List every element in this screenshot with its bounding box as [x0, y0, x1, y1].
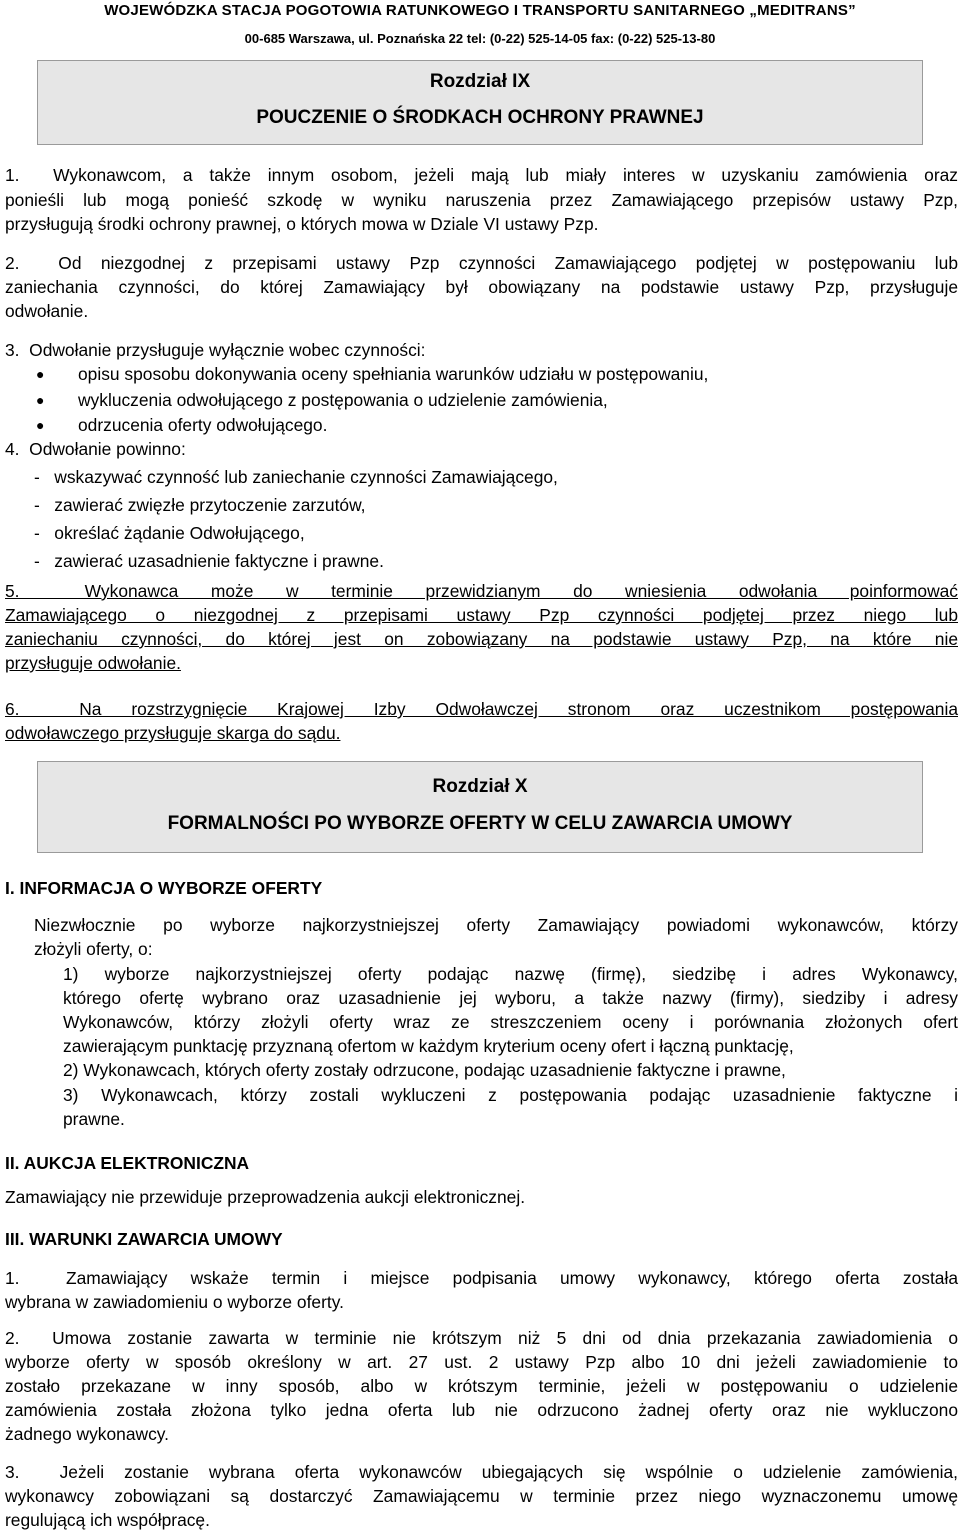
bullet-icon: ●: [36, 417, 45, 433]
ch9-p1-line1: 1. Wykonawcom, a także innym osobom, jeżeli mają lub miały interes w uzyskaniu zamówienia oraz: [5, 165, 958, 185]
section-2-heading: II. AUKCJA ELEKTRONICZNA: [5, 1153, 250, 1173]
ch9-p6-line2: odwoławczego przysługuje skarga do sądu.: [5, 723, 341, 743]
ch9-p6-line1: 6. Na rozstrzygnięcie Krajowej Izby Odwoławczej stronom oraz uczestnikom postępowania: [5, 699, 958, 719]
section-1-item-1c: Wykonawców, którzy złożyli oferty wraz ze streszczeniem oceny i porównania złożonych ofert: [63, 1012, 958, 1032]
section-1-item-1d: zawierającym punktację przyznaną ofertom w każdym kryterium oceny ofert i łączną punktację,: [63, 1036, 794, 1056]
ch9-p5-line1: 5. Wykonawca może w terminie przewidzianym do wniesienia odwołania poinformować: [5, 581, 958, 601]
section-3-p1-line2: wybrana w zawiadomieniu o wyborze oferty.: [5, 1292, 344, 1312]
ch9-p2-line2: zaniechania czynności, do której Zamawiający był obowiązany na podstawie ustawy Pzp, przysługuje: [5, 277, 958, 297]
ch9-p2-line1: 2. Od niezgodnej z przepisami ustawy Pzp czynności Zamawiającego podjętej w postępowaniu lub: [5, 253, 958, 273]
section-3-p3-line2: wykonawcy zobowiązani są dostarczyć Zamawiającemu w terminie przez niego wyznaczonemu umowę: [5, 1486, 958, 1506]
section-1-intro-line2: złożyli oferty, o:: [34, 939, 153, 959]
section-3-p3-line3: regulującą ich współpracę.: [5, 1510, 210, 1530]
section-1-item-2: 2) Wykonawcach, których oferty zostały odrzucone, podając uzasadnienie faktyczne i prawne,: [63, 1060, 786, 1080]
bullet-icon: ●: [36, 392, 45, 408]
section-1-heading: I. INFORMACJA O WYBORZE OFERTY: [5, 878, 323, 898]
section-3-p1-line1: 1. Zamawiający wskaże termin i miejsce podpisania umowy wykonawcy, którego oferta została: [5, 1268, 958, 1288]
ch9-p5-line2: Zamawiającego o niezgodnej z przepisami ustawy Pzp czynności podjętej przez niego lub: [5, 605, 958, 625]
bullet-icon: ●: [36, 366, 45, 382]
ch9-p3-bullet-3: odrzucenia oferty odwołującego.: [78, 415, 328, 435]
chapter-9-subtitle: POUCZENIE O ŚRODKACH OCHRONY PRAWNEJ: [256, 107, 704, 128]
chapter-9-box: [37, 60, 923, 145]
ch9-p3-bullet-2: wykluczenia odwołującego z postępowania o udzielenie zamówienia,: [78, 390, 608, 410]
section-3-p2-line4: zamówienia została złożona tylko jedna oferta lub nie odrzucono żadnej oferty oraz nie wykluczono: [5, 1400, 958, 1420]
ch9-p4-item-2: - zawierać zwięzłe przytoczenie zarzutów,: [34, 495, 366, 515]
ch9-p4-item-3: - określać żądanie Odwołującego,: [34, 523, 305, 543]
section-3-p2-line3: zostało przekazane w inny sposób, albo w krótszym terminie, jeżeli w postępowaniu o udzielenie: [5, 1376, 958, 1396]
section-1-item-1a: 1) wyborze najkorzystniejszej oferty podając nazwę (firmę), siedzibę i adres Wykonawcy,: [63, 964, 958, 984]
institution-address: 00-685 Warszawa, ul. Poznańska 22 tel: (0-22) 525-14-05 fax: (0-22) 525-13-80: [244, 31, 716, 46]
section-1-item-3a: 3) Wykonawcach, którzy zostali wykluczeni z postępowania podając uzasadnienie faktyczne i: [63, 1085, 958, 1105]
section-2-text: Zamawiający nie przewiduje przeprowadzenia aukcji elektronicznej.: [5, 1187, 526, 1207]
ch9-p4-item-1: - wskazywać czynność lub zaniechanie czynności Zamawiającego,: [34, 467, 558, 487]
ch9-p5-line3: zaniechaniu czynności, do której jest on zobowiązany na podstawie ustawy Pzp, na które nie: [5, 629, 958, 649]
section-1-item-3b: prawne.: [63, 1109, 125, 1129]
ch9-p1-line3: przysługują środki ochrony prawnej, o których mowa w Dziale VI ustawy Pzp.: [5, 214, 599, 234]
section-1-item-1b: którego ofertę wybrano oraz uzasadnienie jej wyboru, a także nazwy (firmy), siedziby i adresy: [63, 988, 958, 1008]
section-1-intro-line1: Niezwłocznie po wyborze najkorzystniejszej oferty Zamawiający powiadomi wykonawców, którzy: [34, 915, 958, 935]
chapter-10-box: [37, 761, 923, 853]
ch9-p3-bullet-1: opisu sposobu dokonywania oceny spełniania warunków udziału w postępowaniu,: [78, 364, 709, 384]
section-3-p2-line1: 2. Umowa zostanie zawarta w terminie nie krótszym niż 5 dni od dnia przekazania zawiadomienia o: [5, 1328, 958, 1348]
ch9-p4: 4. Odwołanie powinno:: [5, 439, 186, 459]
ch9-p2-line3: odwołanie.: [5, 301, 89, 321]
ch9-p5-line4: przysługuje odwołanie.: [5, 653, 181, 673]
ch9-p3: 3. Odwołanie przysługuje wyłącznie wobec czynności:: [5, 340, 426, 360]
ch9-p4-item-4: - zawierać uzasadnienie faktyczne i prawne.: [34, 551, 384, 571]
section-3-heading: III. WARUNKI ZAWARCIA UMOWY: [5, 1229, 283, 1249]
section-3-p2-line2: wyborze oferty w sposób określony w art. 27 ust. 2 ustawy Pzp albo 10 dni jeżeli zawiadomienie to: [5, 1352, 958, 1372]
ch9-p1-line2: ponieśli lub mogą ponieść szkodę w wyniku naruszenia przez Zamawiającego przepisów ustawy Pzp,: [5, 190, 958, 210]
chapter-10-subtitle: FORMALNOŚCI PO WYBORZE OFERTY W CELU ZAWARCIA UMOWY: [167, 813, 793, 834]
chapter-9-title: Rozdział IX: [429, 71, 531, 92]
institution-name: WOJEWÓDZKA STACJA POGOTOWIA RATUNKOWEGO I TRANSPORTU SANITARNEGO „MEDITRANS”: [104, 2, 856, 19]
chapter-10-title: Rozdział X: [432, 776, 528, 797]
section-3-p3-line1: 3. Jeżeli zostanie wybrana oferta wykonawców ubiegających się wspólnie o udzielenie zamówienia,: [5, 1462, 958, 1482]
section-3-p2-line5: żadnego wykonawcy.: [5, 1424, 170, 1444]
